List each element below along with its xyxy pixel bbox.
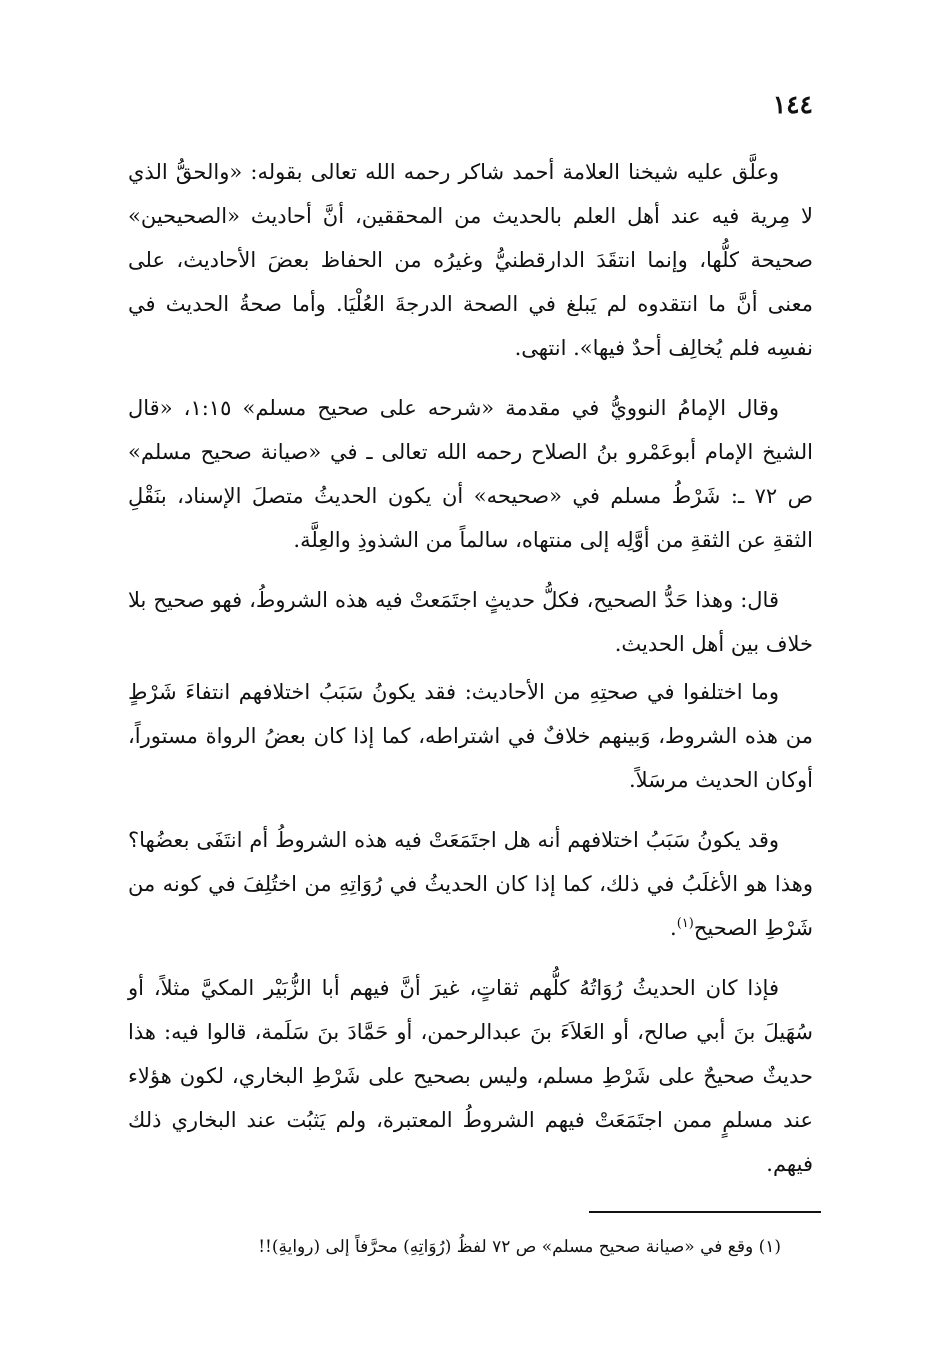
paragraph-4: وما اختلفوا في صحتِهِ من الأحاديث: فقد يكونُ سَبَبُ اختلافهم انتفاءَ شَرْطٍ من هذه الشروط، وَبينهم خلافٌ في اشتراطه، كما إذا كان بعضُ الرواة مستوراً، أوكان الحديث مرسَلاً. [128, 680, 813, 792]
paragraph-5-tail: . [670, 916, 677, 940]
paragraph-6: فإذا كان الحديثُ رُوَاتُهُ كلُّهم ثقاتٍ، غيرَ أنَّ فيهم أبا الزُّبَيْر المكيَّ مثلاً، أو سُهَيلَ بنَ أبي صالح، أو العَلاَءَ بنَ عبدالرحمن، أو حَمَّادَ بنَ سَلَمة، قالوا فيه: هذا حديثٌ صحيحٌ على شَرْطِ مسلم، وليس بصحيح على شَرْطِ البخاري، لكون هؤلاء عند مسلمٍ ممن اجتَمَعَتْ فيهم الشروطُ المعتبرة، ولم يَثبُت عند البخاري ذلك فيهم. [128, 976, 813, 1176]
footnote-reference: (١) [676, 916, 694, 931]
paragraph-5 [128, 818, 813, 950]
paragraph-1: وعلَّق عليه شيخنا العلامة أحمد شاكر رحمه الله تعالى بقوله: «والحقُّ الذي لا مِرية فيه عند أهل العلم بالحديث من المحققين، أنَّ أحاديث «الصحيحين» صحيحة كلُّها، وإنما انتقَدَ الدارقطنيُّ وغيرُه من الحفاظ بعضَ الأحاديث، على معنى أنَّ ما انتقدوه لم يَبلغ في الصحة الدرجةَ العُلْيَا. وأما صحةُ الحديث في نفسِه فلم يُخالِف أحدٌ فيها». انتهى. [128, 160, 813, 360]
page-number: ١٤٤ [772, 90, 813, 119]
footnote-divider [589, 1211, 821, 1213]
main-text [128, 150, 813, 1196]
paragraph-5-text: وقد يكونُ سَبَبُ اختلافهم أنه هل اجتَمَعَتْ فيه هذه الشروطُ أم انتَفَى بعضُها؟ وهذا هو الأغلَبُ في ذلك، كما إذا كان الحديثُ في رُوَاتِهِ من اختُلِفَ في كونه من شَرْطِ الصحيح [128, 828, 813, 940]
footnote-1: (١) وقع في «صيانة صحيح مسلم» ص ٧٢ لفظُ (رُوَاتِهِ) محرَّفاً إلى (روايةِ)!! [258, 1237, 781, 1257]
paragraph-2: وقال الإمامُ النوويُّ في مقدمة «شرحه على صحيح مسلم» ١:١٥، «قال الشيخ الإمام أبوعَمْرو بنُ الصلاح رحمه الله تعالى ـ في «صيانة صحيح مسلم» ص ٧٢ ـ: شَرْطُ مسلم في «صحيحه» أن يكون الحديثُ متصلَ الإسناد، بنَقْلِ الثقةِ عن الثقةِ من أوَّلِه إلى منتهاه، سالماً من الشذوذِ والعِلَّة. [128, 396, 813, 552]
paragraph-3: قال: وهذا حَدُّ الصحيح، فكلُّ حديثٍ اجتَمَعتْ فيه هذه الشروطُ، فهو صحيح بلا خلاف بين أهل الحديث. [128, 588, 813, 656]
